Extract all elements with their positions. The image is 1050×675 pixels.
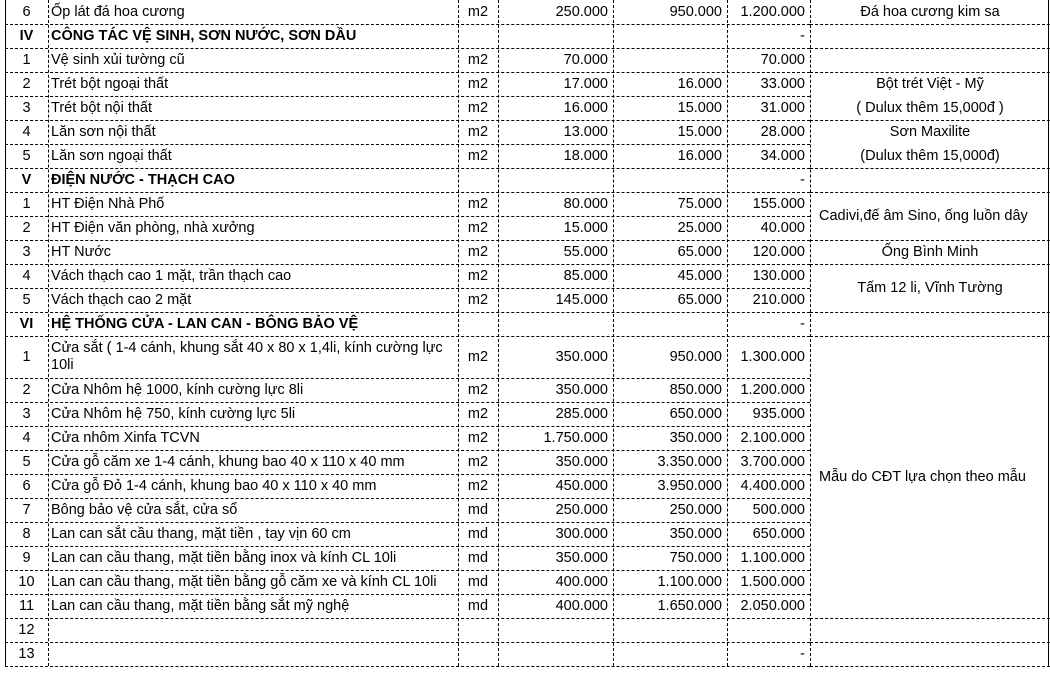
row-divider [5, 240, 810, 241]
note-cell [810, 72, 1050, 120]
stt-cell: VI [19, 315, 34, 332]
note-text: ( Dulux thêm 15,000đ ) [856, 100, 1004, 116]
material-price-cell: 145.000 [555, 291, 608, 308]
section-row [0, 24, 1, 48]
stt-cell: 3 [22, 243, 31, 260]
item-name-cell: Trét bột ngoại thất [51, 75, 169, 92]
item-name-cell: Cửa sắt ( 1-4 cánh, khung sắt 40 x 80 x 1,4li, kính cường lực 10li [51, 339, 443, 373]
note-divider [810, 666, 1050, 667]
total-price-cell: 4.400.000 [740, 477, 805, 494]
stt-cell: IV [19, 27, 34, 44]
labor-price-cell: 650.000 [669, 405, 722, 422]
item-name-cell: Cửa Nhôm hệ 750, kính cường lực 5li [51, 405, 296, 422]
note-divider [810, 312, 1050, 313]
labor-price-cell: 15.000 [677, 99, 722, 116]
unit-cell: m2 [467, 195, 489, 212]
row-divider [5, 168, 810, 169]
table-row [0, 618, 1, 642]
column-divider [48, 0, 49, 666]
stt-cell: 2 [22, 381, 31, 398]
material-price-cell: 15.000 [563, 219, 608, 236]
note-text: Mẫu do CĐT lựa chọn theo mẫu [819, 469, 1026, 485]
unit-cell: m2 [467, 429, 489, 446]
material-price-cell: 250.000 [555, 3, 608, 20]
unit-cell: md [467, 549, 489, 566]
note-divider [810, 192, 1050, 193]
item-name-cell: Lăn sơn nội thất [51, 123, 156, 140]
stt-cell: 4 [22, 123, 31, 140]
labor-price-cell [613, 24, 727, 48]
stt-cell: 1 [22, 195, 31, 212]
table-row [0, 96, 1, 120]
material-price-cell: 350.000 [555, 453, 608, 470]
total-price-cell: - [800, 315, 805, 332]
total-price-cell: 1.200.000 [740, 3, 805, 20]
table-row [0, 0, 1, 24]
stt-cell: 2 [22, 75, 31, 92]
material-price-cell: 450.000 [555, 477, 608, 494]
material-price-cell: 400.000 [555, 573, 608, 590]
unit-cell [458, 24, 498, 48]
item-name-cell: Lan can sắt cầu thang, mặt tiền , tay vịn 60 cm [51, 525, 351, 542]
item-name-cell: Lăn sơn ngoại thất [51, 147, 172, 164]
item-name-cell: Lan can cầu thang, mặt tiền bằng sắt mỹ nghệ [51, 597, 350, 614]
labor-price-cell [613, 642, 727, 666]
item-name-cell: Vệ sinh xủi tường cũ [51, 51, 185, 68]
labor-price-cell: 1.650.000 [657, 597, 722, 614]
item-name-cell: Cửa gỗ Đỏ 1-4 cánh, khung bao 40 x 110 x 40 mm [51, 477, 377, 494]
row-divider [5, 450, 810, 451]
row-divider [5, 378, 810, 379]
note-text: Sơn Maxilite [889, 124, 971, 140]
row-divider [5, 594, 810, 595]
total-price-cell: 210.000 [752, 291, 805, 308]
stt-cell: V [21, 171, 32, 188]
material-price-cell: 1.750.000 [543, 429, 608, 446]
row-divider [5, 474, 810, 475]
unit-cell: m2 [467, 453, 489, 470]
stt-cell: 8 [22, 525, 31, 542]
labor-price-cell: 16.000 [677, 147, 722, 164]
item-name-cell: CÔNG TÁC VỆ SINH, SƠN NƯỚC, SƠN DẦU [51, 27, 357, 44]
material-price-cell [498, 642, 613, 666]
note-divider [810, 618, 1050, 619]
row-divider [5, 546, 810, 547]
note-divider [810, 72, 1050, 73]
stt-cell: 5 [22, 147, 31, 164]
stt-cell: 1 [22, 51, 31, 68]
table-row [0, 72, 1, 96]
total-price-cell: 2.100.000 [740, 429, 805, 446]
table-row [0, 120, 1, 144]
note-text: Đá hoa cương kim sa [860, 4, 1000, 20]
stt-cell: 5 [22, 453, 31, 470]
row-divider [5, 498, 810, 499]
table-row [0, 192, 1, 216]
note-text: Cadivi,đế âm Sino, ống luồn dây [819, 208, 1028, 224]
row-divider [5, 48, 810, 49]
total-price-cell: 1.500.000 [740, 573, 805, 590]
item-name-cell: Lan can cầu thang, mặt tiền bằng gỗ căm xe và kính CL 10li [51, 573, 437, 590]
material-price-cell [498, 24, 613, 48]
table-row [0, 474, 1, 498]
material-price-cell: 350.000 [555, 381, 608, 398]
note-text: Tấm 12 li, Vĩnh Tường [857, 280, 1003, 296]
labor-price-cell: 25.000 [677, 219, 722, 236]
table-row [0, 402, 1, 426]
row-divider [5, 402, 810, 403]
total-price-cell: 155.000 [752, 195, 805, 212]
total-price-cell: 130.000 [752, 267, 805, 284]
material-price-cell: 16.000 [563, 99, 608, 116]
total-price-cell: - [800, 27, 805, 44]
note-divider [810, 642, 1050, 643]
table-row [0, 522, 1, 546]
column-divider [5, 0, 6, 666]
item-name-cell: Vách thạch cao 1 mặt, trần thạch cao [51, 267, 292, 284]
unit-cell [458, 642, 498, 666]
note-text: Ống Bình Minh [881, 244, 979, 260]
row-divider [5, 618, 810, 619]
material-price-cell: 300.000 [555, 525, 608, 542]
labor-price-cell: 950.000 [669, 348, 722, 365]
material-price-cell: 85.000 [563, 267, 608, 284]
material-price-cell: 250.000 [555, 501, 608, 518]
labor-price-cell: 250.000 [669, 501, 722, 518]
unit-cell: m2 [467, 99, 489, 116]
unit-cell [458, 168, 498, 192]
item-name-cell: Lan can cầu thang, mặt tiền bằng inox và kính CL 10li [51, 549, 397, 566]
total-price-cell: 1.100.000 [740, 549, 805, 566]
table-row [0, 498, 1, 522]
row-divider [5, 192, 810, 193]
total-price-cell [727, 618, 810, 642]
labor-price-cell: 15.000 [677, 123, 722, 140]
material-price-cell: 55.000 [563, 243, 608, 260]
row-divider [5, 144, 810, 145]
labor-price-cell: 850.000 [669, 381, 722, 398]
total-price-cell: 31.000 [760, 99, 805, 116]
labor-price-cell [613, 48, 727, 72]
table-row [0, 570, 1, 594]
labor-price-cell: 1.100.000 [657, 573, 722, 590]
note-divider [810, 168, 1050, 169]
table-row [0, 336, 1, 378]
item-name-cell: Ốp lát đá hoa cương [51, 3, 185, 20]
total-price-cell: 1.300.000 [740, 348, 805, 365]
unit-cell: m2 [467, 405, 489, 422]
material-price-cell: 350.000 [555, 549, 608, 566]
unit-cell: md [467, 573, 489, 590]
material-price-cell [498, 168, 613, 192]
item-name-cell: HỆ THỐNG CỬA - LAN CAN - BÔNG BẢO VỆ [51, 315, 359, 332]
note-cell [810, 336, 1050, 618]
total-price-cell: 650.000 [752, 525, 805, 542]
section-row [0, 168, 1, 192]
stt-cell: 6 [22, 477, 31, 494]
column-divider [498, 0, 499, 666]
total-price-cell: 3.700.000 [740, 453, 805, 470]
unit-cell: m2 [467, 147, 489, 164]
labor-price-cell: 350.000 [669, 525, 722, 542]
row-divider [5, 120, 810, 121]
note-text: (Dulux thêm 15,000đ) [860, 148, 1000, 164]
total-price-cell: 120.000 [752, 243, 805, 260]
stt-cell: 4 [22, 267, 31, 284]
material-price-cell: 80.000 [563, 195, 608, 212]
stt-cell: 13 [18, 645, 35, 662]
item-name-cell [48, 618, 458, 642]
item-name-cell: Cửa nhôm Xinfa TCVN [51, 429, 200, 446]
material-price-cell: 13.000 [563, 123, 608, 140]
row-divider [5, 96, 810, 97]
note-cell [810, 192, 1050, 240]
note-divider [810, 336, 1050, 337]
labor-price-cell: 65.000 [677, 291, 722, 308]
row-divider [5, 642, 810, 643]
unit-cell: m2 [467, 75, 489, 92]
labor-price-cell: 950.000 [669, 3, 722, 20]
unit-cell: md [467, 597, 489, 614]
unit-cell: md [467, 501, 489, 518]
labor-price-cell: 75.000 [677, 195, 722, 212]
item-name-cell [48, 642, 458, 666]
row-divider [5, 264, 810, 265]
labor-price-cell [613, 618, 727, 642]
stt-cell: 11 [18, 597, 35, 614]
table-row [0, 378, 1, 402]
note-cell [810, 0, 1050, 24]
item-name-cell: HT Điện văn phòng, nhà xưởng [51, 219, 255, 236]
column-divider [810, 0, 811, 666]
unit-cell: m2 [467, 267, 489, 284]
table-row [0, 144, 1, 168]
row-divider [5, 426, 810, 427]
item-name-cell: Cửa Nhôm hệ 1000, kính cường lực 8li [51, 381, 304, 398]
unit-cell: m2 [467, 477, 489, 494]
item-name-cell: Cửa gỗ căm xe 1-4 cánh, khung bao 40 x 110 x 40 mm [51, 453, 405, 470]
total-price-cell: 33.000 [760, 75, 805, 92]
unit-cell: m2 [467, 219, 489, 236]
item-name-cell: Vách thạch cao 2 mặt [51, 291, 192, 308]
stt-cell: 3 [22, 405, 31, 422]
stt-cell: 12 [18, 621, 35, 638]
total-price-cell: 1.200.000 [740, 381, 805, 398]
item-name-cell: ĐIỆN NƯỚC - THẠCH CAO [51, 171, 235, 188]
item-name-cell: HT Điện Nhà Phố [51, 195, 165, 212]
total-price-cell: 70.000 [760, 51, 805, 68]
table-row [0, 642, 1, 666]
total-price-cell: - [800, 171, 805, 188]
unit-cell [458, 312, 498, 336]
item-name-cell: HT Nước [51, 243, 112, 260]
unit-cell: md [467, 525, 489, 542]
stt-cell: 2 [22, 219, 31, 236]
table-row [0, 240, 1, 264]
total-price-cell: 2.050.000 [740, 597, 805, 614]
row-divider [5, 312, 810, 313]
table-row [0, 594, 1, 618]
table-row [0, 426, 1, 450]
total-price-cell: 500.000 [752, 501, 805, 518]
note-cell [810, 264, 1050, 312]
table-row [0, 216, 1, 240]
table-row [0, 48, 1, 72]
labor-price-cell: 45.000 [677, 267, 722, 284]
column-divider [727, 0, 728, 666]
labor-price-cell: 750.000 [669, 549, 722, 566]
stt-cell: 5 [22, 291, 31, 308]
unit-cell: m2 [467, 51, 489, 68]
material-price-cell [498, 618, 613, 642]
material-price-cell: 70.000 [563, 51, 608, 68]
labor-price-cell: 3.950.000 [657, 477, 722, 494]
stt-cell: 6 [22, 3, 31, 20]
total-price-cell: 28.000 [760, 123, 805, 140]
stt-cell: 7 [22, 501, 31, 518]
total-price-cell: 40.000 [760, 219, 805, 236]
table-row [0, 450, 1, 474]
total-price-cell: - [800, 645, 805, 662]
stt-cell: 9 [22, 549, 31, 566]
note-cell [810, 240, 1050, 264]
item-name-cell: Bông bảo vệ cửa sắt, cửa sổ [51, 501, 238, 518]
total-price-cell: 34.000 [760, 147, 805, 164]
unit-cell: m2 [467, 381, 489, 398]
unit-cell: m2 [467, 348, 489, 365]
note-text: Bột trét Việt - Mỹ [876, 76, 984, 92]
material-price-cell: 18.000 [563, 147, 608, 164]
column-divider [458, 0, 459, 666]
note-divider [810, 120, 1050, 121]
note-divider [810, 48, 1050, 49]
section-row [0, 312, 1, 336]
row-divider [5, 570, 810, 571]
labor-price-cell: 65.000 [677, 243, 722, 260]
stt-cell: 3 [22, 99, 31, 116]
labor-price-cell: 3.350.000 [657, 453, 722, 470]
labor-price-cell: 16.000 [677, 75, 722, 92]
note-divider [810, 264, 1050, 265]
row-divider [5, 288, 810, 289]
unit-cell: m2 [467, 243, 489, 260]
total-price-cell: 935.000 [752, 405, 805, 422]
table-row [0, 264, 1, 288]
stt-cell: 4 [22, 429, 31, 446]
material-price-cell: 17.000 [563, 75, 608, 92]
material-price-cell: 400.000 [555, 597, 608, 614]
unit-cell [458, 618, 498, 642]
unit-cell: m2 [467, 291, 489, 308]
stt-cell: 1 [22, 348, 31, 365]
unit-cell: m2 [467, 123, 489, 140]
item-name-cell: Trét bột nội thất [51, 99, 153, 116]
material-price-cell: 285.000 [555, 405, 608, 422]
table-row [0, 546, 1, 570]
row-divider [5, 24, 810, 25]
column-divider [613, 0, 614, 666]
table-row [0, 288, 1, 312]
stt-cell: 10 [18, 573, 35, 590]
row-divider [5, 216, 810, 217]
unit-cell: m2 [467, 3, 489, 20]
labor-price-cell [613, 312, 727, 336]
column-divider [1048, 0, 1049, 666]
labor-price-cell: 350.000 [669, 429, 722, 446]
note-divider [810, 24, 1050, 25]
material-price-cell [498, 312, 613, 336]
material-price-cell: 350.000 [555, 348, 608, 365]
labor-price-cell [613, 168, 727, 192]
row-divider [5, 666, 810, 667]
note-cell [810, 120, 1050, 168]
row-divider [5, 522, 810, 523]
note-divider [810, 240, 1050, 241]
row-divider [5, 72, 810, 73]
row-divider [5, 336, 810, 337]
